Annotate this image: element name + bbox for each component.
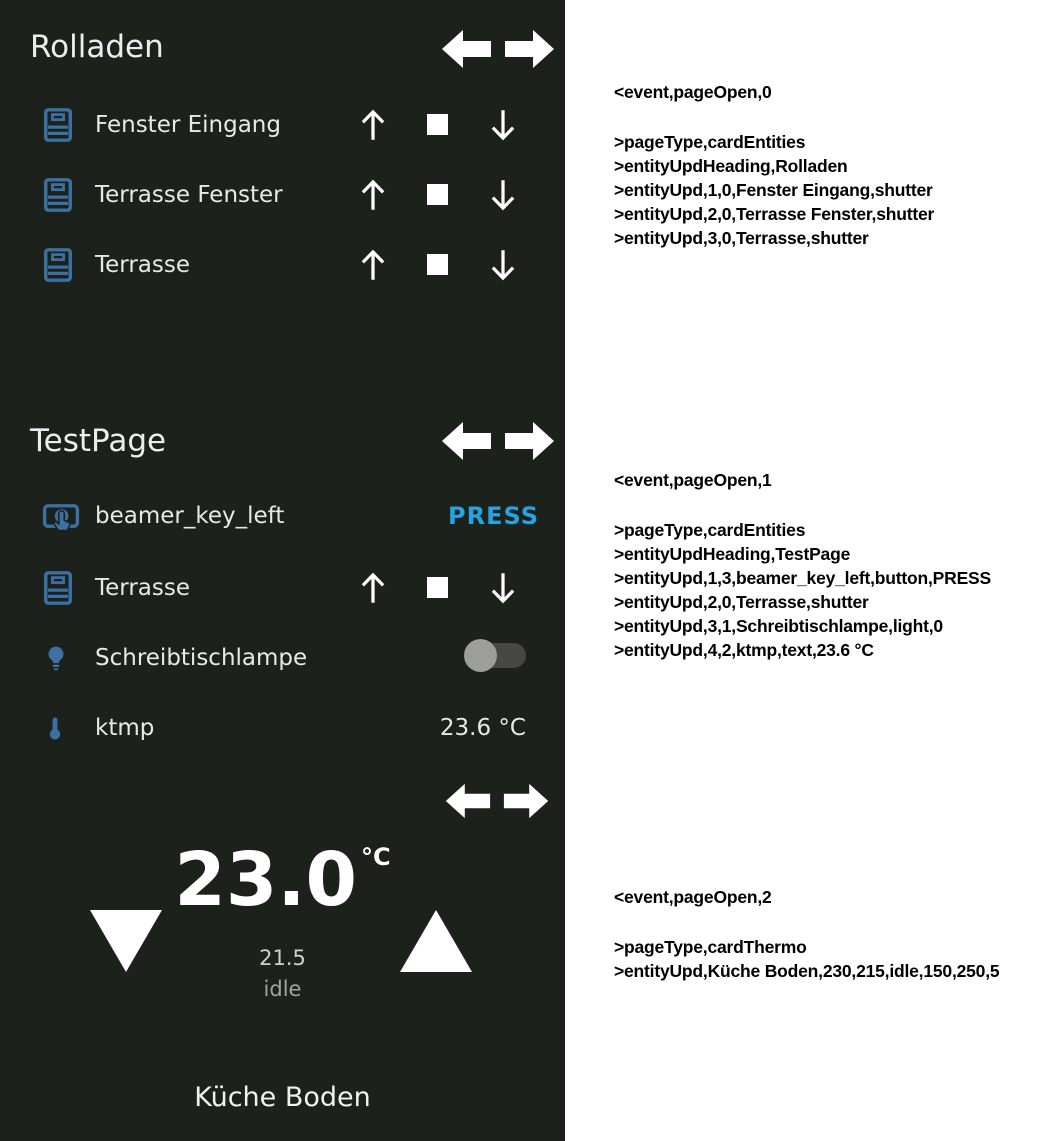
shutter-up-button[interactable] [356,106,390,148]
shutter-up-button[interactable] [356,246,390,288]
hvac-state: idle [263,977,302,1001]
nav-left-arrow-icon[interactable] [440,28,492,70]
current-temperature [0,837,565,923]
protocol-event-line: <event,pageOpen,1 [614,470,772,490]
window-shutter-icon [42,108,74,143]
lightbulb-icon [42,643,70,674]
thermostat-name: Küche Boden [194,1082,371,1113]
entity-label: Terrasse [95,252,191,278]
protocol-line: >pageType,cardEntities [614,520,806,540]
entity-label: Terrasse Fenster [95,182,283,208]
protocol-line: >entityUpd,1,0,Fenster Eingang,shutter [614,180,933,200]
target-temperature: 21.5 [259,946,306,970]
card-heading-rolladen: Rolladen [30,29,164,65]
press-button[interactable]: PRESS [448,502,539,530]
protocol-line: >entityUpd,3,0,Terrasse,shutter [614,228,869,248]
entity-label: Fenster Eingang [95,112,281,138]
window-shutter-icon [42,178,74,213]
protocol-line: >entityUpd,2,0,Terrasse,shutter [614,592,869,612]
temperature-value: 23.6 °C [439,715,526,741]
entity-label: beamer_key_left [95,503,285,529]
shutter-down-button[interactable] [486,106,520,148]
window-shutter-icon [42,571,74,606]
shutter-down-button[interactable] [486,176,520,218]
entity-row-fenster-eingang [0,100,565,150]
protocol-block-page2 [614,885,999,983]
protocol-line: >entityUpd,4,2,ktmp,text,23.6 °C [614,640,874,660]
protocol-line: >entityUpdHeading,TestPage [614,544,851,564]
shutter-stop-button[interactable] [427,114,448,135]
gesture-tap-button-icon [42,499,80,533]
protocol-line: >entityUpd,Küche Boden,230,215,idle,150,250,5 [614,961,1000,981]
page-nav [440,28,556,70]
protocol-event-line: <event,pageOpen,0 [614,82,772,102]
nav-left-arrow-icon[interactable] [440,420,492,462]
entity-label: Schreibtischlampe [95,645,308,671]
current-temperature-value: 23.0 [174,837,357,923]
entity-label: ktmp [95,715,155,741]
protocol-block-page0 [614,80,934,250]
entity-row-terrasse-2 [0,563,565,613]
protocol-line: >entityUpd,1,3,beamer_key_left,button,PRESS [614,568,991,588]
card-heading-testpage: TestPage [30,423,167,459]
entity-row-schreibtischlampe [0,633,565,683]
shutter-up-button[interactable] [356,176,390,218]
shutter-up-button[interactable] [356,569,390,611]
page-nav [440,420,556,462]
entity-row-terrasse [0,240,565,290]
entity-row-terrasse-fenster [0,170,565,220]
nav-left-arrow-icon[interactable] [444,782,491,820]
page-nav [444,782,550,820]
light-toggle-off[interactable] [468,643,526,668]
shutter-down-button[interactable] [486,569,520,611]
protocol-line: >entityUpdHeading,Rolladen [614,156,848,176]
protocol-line: >entityUpd,2,0,Terrasse Fenster,shutter [614,204,935,224]
toggle-knob[interactable] [464,639,497,672]
nav-right-arrow-icon[interactable] [503,782,550,820]
protocol-event-line: <event,pageOpen,2 [614,887,772,907]
protocol-line: >pageType,cardEntities [614,132,806,152]
shutter-stop-button[interactable] [427,577,448,598]
temperature-unit: °C [360,843,391,871]
shutter-stop-button[interactable] [427,184,448,205]
protocol-line: >entityUpd,3,1,Schreibtischlampe,light,0 [614,616,943,636]
entity-row-ktmp [0,703,565,753]
entity-label: Terrasse [95,575,191,601]
nav-right-arrow-icon[interactable] [504,28,556,70]
thermometer-icon [42,712,68,745]
shutter-down-button[interactable] [486,246,520,288]
protocol-line: >pageType,cardThermo [614,937,807,957]
protocol-block-page1 [614,468,991,662]
shutter-stop-button[interactable] [427,254,448,275]
nav-right-arrow-icon[interactable] [504,420,556,462]
window-shutter-icon [42,248,74,283]
entity-row-beamer-key-left [0,491,565,541]
